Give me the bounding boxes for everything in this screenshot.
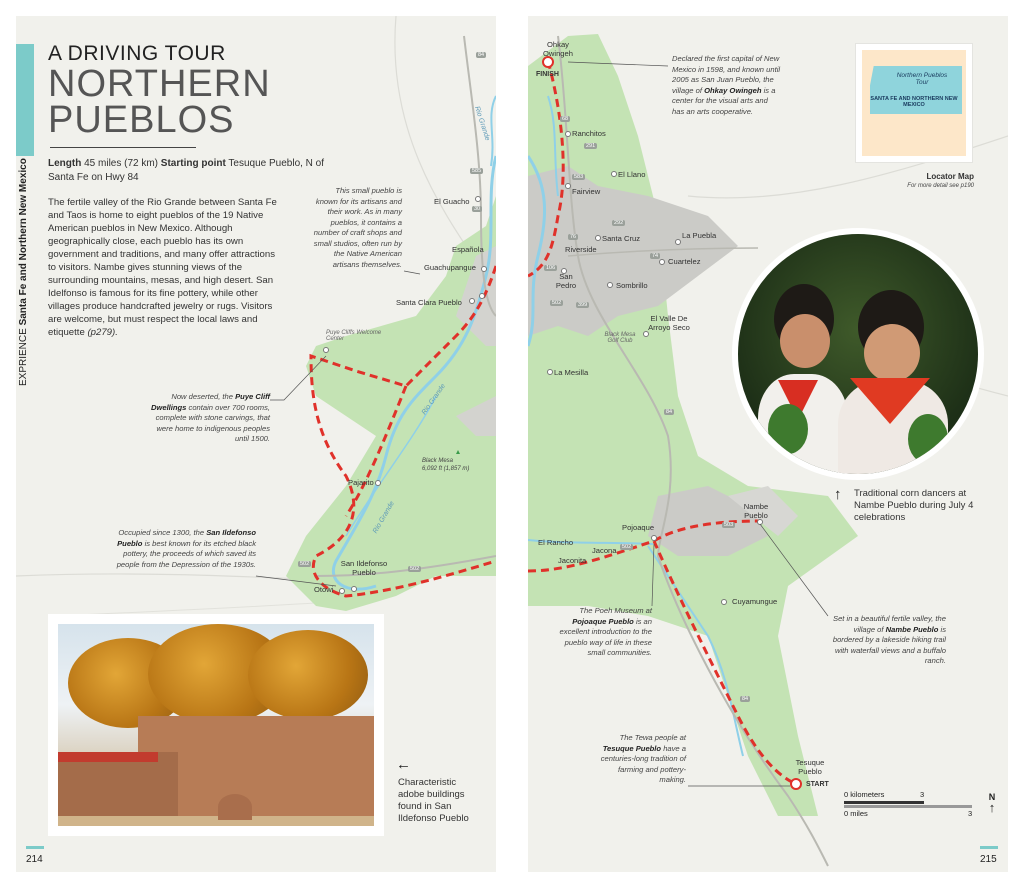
adobe-photo-frame	[48, 614, 384, 836]
highway-shield-502-a: 502	[300, 561, 310, 567]
scale-mi-label: 0 miles	[844, 809, 868, 818]
highway-shield-84-b: 84	[742, 696, 749, 702]
highway-shield-30: 30	[474, 206, 481, 212]
scale-km-bar	[844, 801, 924, 804]
map-label-santa-cruz: Santa Cruz	[602, 234, 640, 243]
page-number-bar-right	[980, 846, 998, 849]
ohkay-note-bold: Ohkay Owingeh	[704, 85, 762, 95]
scale-km-value: 3	[920, 790, 925, 799]
map-label-black-mesa: Black Mesa	[422, 458, 454, 464]
locator-subtitle: For more detail see p190	[907, 183, 974, 189]
caption-arrow-left: ←	[396, 756, 411, 773]
nambe-note: Set in a beautiful fertile valley, the village of Nambe Pueblo is bordered by a lakeside hiking trail with waterfall views and a buffalo ranch.	[832, 614, 946, 665]
nambe-note-bold: Nambe Pueblo	[885, 624, 939, 634]
page-number-bar-left	[26, 846, 44, 849]
map-label-espanola: Española	[452, 245, 484, 254]
highway-shield-84-a: 84	[666, 409, 673, 415]
chapter-tab	[16, 44, 34, 156]
highway-shield-583: 583	[574, 174, 584, 180]
intro-page-ref: (p279).	[87, 327, 118, 338]
start-label: Starting point	[160, 158, 226, 169]
map-label-start: START	[806, 781, 829, 788]
map-label-sombrillo: Sombrillo	[616, 281, 648, 290]
locator-map-inner	[862, 50, 966, 156]
santa-clara-note: This small pueblo is known for its artisans and their work. As in many pueblos, it contains a number of craft shops and small studios, often run by the Native American artisans themselves.	[313, 186, 402, 269]
tesuque-note: The Tewa people at Tesuque Pueblo have a centuries-long tradition of farming and pottery-making.	[600, 733, 686, 784]
side-section-label	[18, 158, 29, 386]
side-label-prefix: EXPRIENCE	[18, 328, 29, 386]
map-label-san-pedro: San Pedro	[555, 272, 577, 290]
map-label-fairview: Fairview	[572, 187, 601, 196]
length-value: 45 miles (72 km)	[84, 158, 159, 169]
title-kicker: A DRIVING TOUR	[48, 42, 226, 65]
map-label-pajarito: Pajarito	[348, 478, 374, 487]
locator-map	[856, 44, 972, 162]
map-label-el-rancho: El Rancho	[538, 538, 574, 547]
highway-shield-502-right: 502	[552, 300, 562, 306]
scale-mi-bar	[844, 805, 972, 808]
adobe-photo-caption: Characteristic adobe buildings found in San Ildefonso Pueblo	[398, 777, 469, 824]
map-label-riverside: Riverside	[565, 245, 597, 254]
map-label-ohkay: Ohkay Owingeh	[543, 40, 573, 58]
map-label-golf: Black Mesa Golf Club	[604, 332, 636, 344]
map-label-tesuque: Tesuque Pueblo	[795, 758, 825, 776]
locator-state-label: SANTA FE AND NORTHERN NEW MEXICO	[870, 96, 958, 108]
adobe-buildings-photo	[58, 624, 374, 826]
river-label-rio-grande-north: Rio Grande	[473, 105, 491, 142]
map-label-guachupangue: Guachupangue	[424, 263, 476, 272]
san-ildefonso-note: Occupied since 1300, the San Ildefonso Pueblo is best known for its etched black pottery, the proceeds of which saved its people from the Depression of the 1930s.	[116, 528, 256, 569]
intro-paragraph	[48, 196, 284, 339]
intro-text: The fertile valley of the Rio Grande between Santa Fe and Taos is home to eight pueblos of the 19 Native American pueblos in New Mexico. Although geographically close, each pueblo has its own government and traditions, and many offer attractions to visitors. Nambe gives stunning views of the surrounding mountains, mesas, and high desert. San Idelfonso is famous for its fine pottery, while other villages produce handcrafted jewelry or rugs. Visitors are welcome, but must respect the local laws and etiquette	[48, 197, 277, 338]
tour-meta	[48, 157, 348, 185]
title-rule	[50, 147, 196, 148]
right-page	[528, 16, 1008, 872]
north-label: N	[988, 792, 996, 802]
puye-note: Now deserted, the Puye Cliff Dwellings contain over 700 rooms, complete with stone carvings, that were home to indigenous peoples until 1500.	[150, 392, 270, 443]
river-label-rio-grande-south: Rio Grande	[371, 500, 396, 535]
scale-mi-value: 3	[968, 809, 973, 818]
map-label-jaconita: Jaconita	[558, 556, 587, 565]
highway-shield-502-c: 502	[622, 544, 632, 550]
start-value: Tesuque Pueblo, N of Santa Fe on Hwy 84	[48, 158, 325, 183]
map-label-pojoaque: Pojoaque	[622, 523, 655, 532]
map-label-black-mesa-elev: 6,092 ft (1,857 m)	[422, 466, 470, 472]
map-label-el-guacho: El Guacho	[434, 197, 470, 206]
map-label-santa-clara: Santa Clara Pueblo	[396, 298, 462, 307]
corn-dancers-photo-frame	[732, 228, 984, 480]
highway-shield-502-b: 502	[410, 566, 420, 572]
highway-shield-74: 74	[652, 253, 659, 259]
highway-shield-503: 503	[724, 522, 734, 528]
length-label: Length	[48, 158, 82, 169]
map-label-san-ildefonso: San Ildefonso Pueblo	[340, 559, 388, 577]
page-number-left: 214	[26, 854, 43, 865]
highway-shield-68: 68	[562, 116, 569, 122]
page-number-right: 215	[980, 854, 997, 865]
corn-dancers-photo	[738, 234, 978, 474]
highway-shield-292: 292	[614, 220, 624, 226]
highway-shield-84-left: 84	[478, 52, 485, 58]
pojoaque-note-bold: Pojoaque Pueblo	[572, 616, 634, 626]
scale-km-label: 0 kilometers	[844, 790, 885, 799]
map-label-puye: Puye Cliffs Welcome Center	[326, 330, 382, 342]
highway-shield-291: 291	[586, 143, 596, 149]
locator-title: Locator Map	[926, 172, 974, 181]
ohkay-owingeh-note: Declared the first capital of New Mexico in 1598, and known until 2005 as San Juan Pueblo, the village of Ohkay Owingeh is a center for the visual arts and has an arts cooperative.	[672, 54, 781, 116]
highway-shield-399: 399	[578, 302, 588, 308]
map-label-la-puebla: La Puebla	[682, 231, 717, 240]
map-label-cuyamungue: Cuyamungue	[732, 597, 778, 606]
side-label-section: Santa Fe and Northern New Mexico	[18, 158, 29, 326]
map-label-cuartelez: Cuartelez	[668, 257, 701, 266]
left-page	[16, 16, 496, 872]
map-label-jacona: Jacona	[592, 546, 617, 555]
map-label-ranchitos: Ranchitos	[572, 129, 606, 138]
map-label-la-mesilla: La Mesilla	[554, 368, 589, 377]
map-label-finish: FINISH	[536, 71, 559, 78]
pojoaque-note: The Poeh Museum at Pojoaque Pueblo is an excellent introduction to the pueblo way of life in these small communities.	[559, 606, 652, 657]
corn-dancers-caption: Traditional corn dancers at Nambe Pueblo during July 4 celebrations	[854, 488, 974, 523]
river-label-rio-grande-mid: Rio Grande	[420, 382, 448, 417]
highway-shield-106: 106	[546, 265, 556, 271]
highway-shield-76: 76	[570, 234, 577, 240]
page-title: NORTHERN PUEBLOS	[48, 63, 271, 141]
highway-shield-585: 585	[472, 168, 482, 174]
san-ildefonso-note-bold: San Ildefonso Pueblo	[117, 528, 256, 548]
tesuque-note-bold: Tesuque Pueblo	[602, 743, 662, 753]
map-label-nambe: Nambe Pueblo	[743, 502, 769, 520]
locator-tour-label: Northern Pueblos Tour	[896, 72, 948, 86]
north-arrow-icon: ↑	[988, 800, 996, 815]
puye-note-bold: Puye Cliff Dwellings	[150, 392, 270, 412]
caption-arrow-up: ↑	[834, 486, 842, 503]
map-label-otowi: Otowi	[314, 585, 334, 594]
map-label-el-valle: El Valle De Arroyo Seco	[648, 314, 690, 332]
map-label-el-llano: El Llano	[618, 170, 646, 179]
